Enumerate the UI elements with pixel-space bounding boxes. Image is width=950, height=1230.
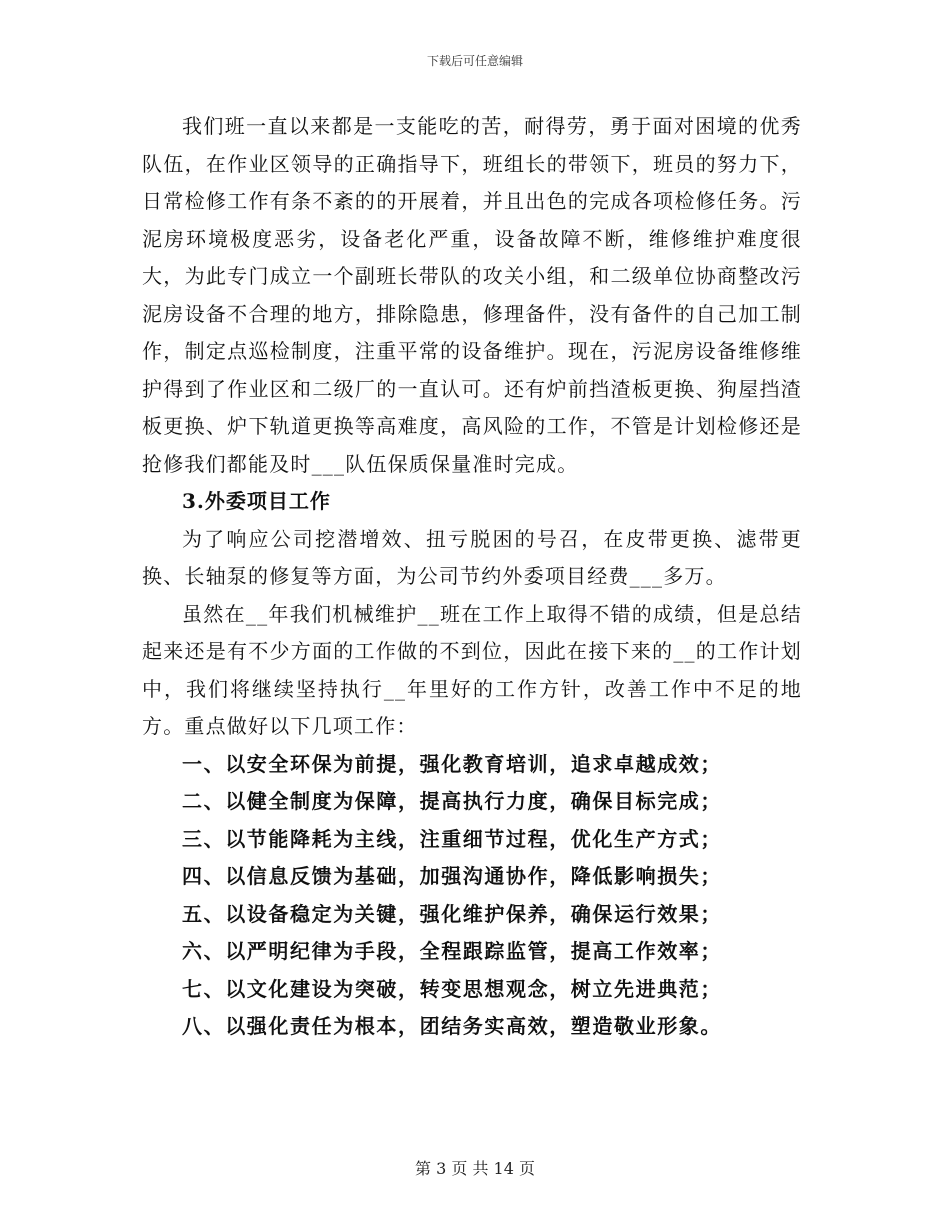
body-paragraph-3: 虽然在__年我们机械维护__班在工作上取得不错的成绩，但是总结起来还是有不少方面的工作做的不到位，因此在接下来的__的工作计划中，我们将继续坚持执行__年里好的工作方针，改善工作中不足的地方。重点做好以下几项工作： bbox=[142, 601, 802, 738]
work-item-5: 五、以设备稳定为关键，强化维护保养，确保运行效果； bbox=[182, 901, 722, 926]
page-header: 下载后可任意编辑 bbox=[426, 54, 523, 68]
page-footer: 第 3 页 共 14 页 bbox=[415, 1159, 535, 1178]
section-heading-outsourced-projects: 3.外委项目工作 bbox=[182, 489, 331, 513]
work-item-8: 八、以强化责任为根本，团结务实高效，塑造敬业形象。 bbox=[182, 1014, 722, 1038]
body-paragraph-2: 为了响应公司挖潜增效、扭亏脱困的号召，在皮带更换、滤带更换、长轴泵的修复等方面，为公司节约外委项目经费___多万。 bbox=[142, 526, 802, 588]
work-item-4: 四、以信息反馈为基础，加强沟通协作，降低影响损失； bbox=[182, 864, 722, 888]
work-item-1: 一、以安全环保为前提，强化教育培训，追求卓越成效； bbox=[182, 751, 722, 776]
work-item-3: 三、以节能降耗为主线，注重细节过程，优化生产方式； bbox=[182, 826, 722, 851]
work-item-7: 七、以文化建设为突破，转变思想观念，树立先进典范； bbox=[182, 976, 722, 1001]
body-paragraph-1: 我们班一直以来都是一支能吃的苦，耐得劳，勇于面对困境的优秀队伍，在作业区领导的正确指导下，班组长的带领下，班员的努力下，日常检修工作有条不紊的的开展着，并且出色的完成各项检修任务。污泥房环境极度恶劣，设备老化严重，设备故障不断，维修维护难度很大，为此专门成立一个副班长带队的攻关小组，和二级单位协商整改污泥房设备不合理的地方，排除隐患，修理备件，没有备件的自己加工制作，制定点巡检制度，注重平常的设备维护。现在，污泥房设备维修维护得到了作业区和二级厂的一直认可。还有炉前挡渣板更换、狗屋挡渣板更换、炉下轨道更换等高难度，高风险的工作，不管是计划检修还是抢修我们都能及时___队伍保质保量准时完成。 bbox=[142, 114, 802, 476]
work-item-2: 二、以健全制度为保障，提高执行力度，确保目标完成； bbox=[182, 789, 722, 813]
document-body bbox=[142, 108, 802, 1046]
work-items-list bbox=[142, 746, 802, 1046]
work-item-6: 六、以严明纪律为手段，全程跟踪监管，提高工作效率； bbox=[182, 939, 722, 963]
